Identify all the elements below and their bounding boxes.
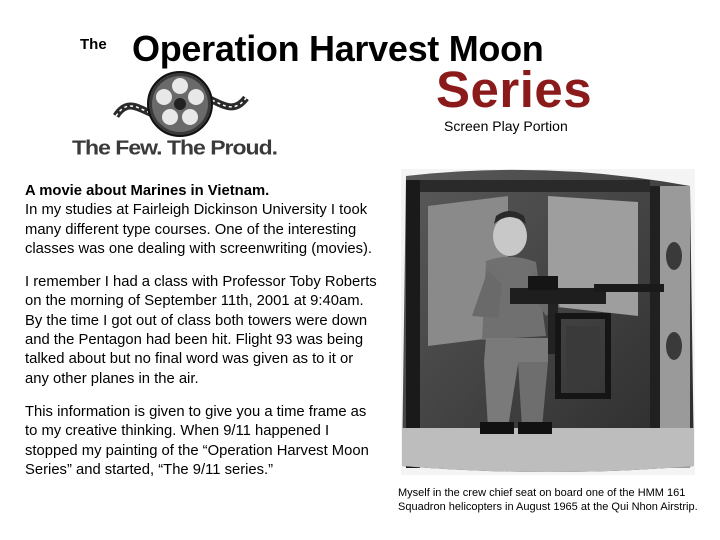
helicopter-photo — [398, 166, 698, 478]
series-label: Series — [436, 61, 593, 118]
paragraph-timeframe: This information is given to give you a time frame as to my creative thinking. When 9/11 happened I stopped my painting of the “Operation Harvest Moon Series” and started, “The 9/11 series.” — [25, 403, 369, 478]
intro-text: In my studies at Fairleigh Dickinson University I took many different type courses. One of the interesting classes was one dealing with screenwriting (movies). — [25, 202, 373, 257]
page-title: Operation Harvest Moon — [132, 28, 544, 69]
film-reel-icon — [110, 66, 250, 144]
subtitle: Screen Play Portion — [444, 118, 568, 134]
paragraph-september: I remember I had a class with Professor Toby Roberts on the morning of September 11th, 2001 at 9:40am. By the time I got out of class both towers were down and the Pentagon had been hit. Flight 93 was being talked about but no final word was given as to it or any other planes in the air. — [25, 274, 377, 387]
intro-lead: A movie about Marines in Vietnam. — [25, 183, 270, 199]
photo-caption: Myself in the crew chief seat on board one of the HMM 161 Squadron helicopters in August 1965 at the Qui Nhon Airstrip. — [398, 487, 698, 513]
slogan: The Few. The Proud. — [72, 135, 278, 159]
small-the-label: The — [80, 36, 107, 53]
body-text — [25, 182, 380, 480]
paragraph-intro — [25, 182, 380, 259]
